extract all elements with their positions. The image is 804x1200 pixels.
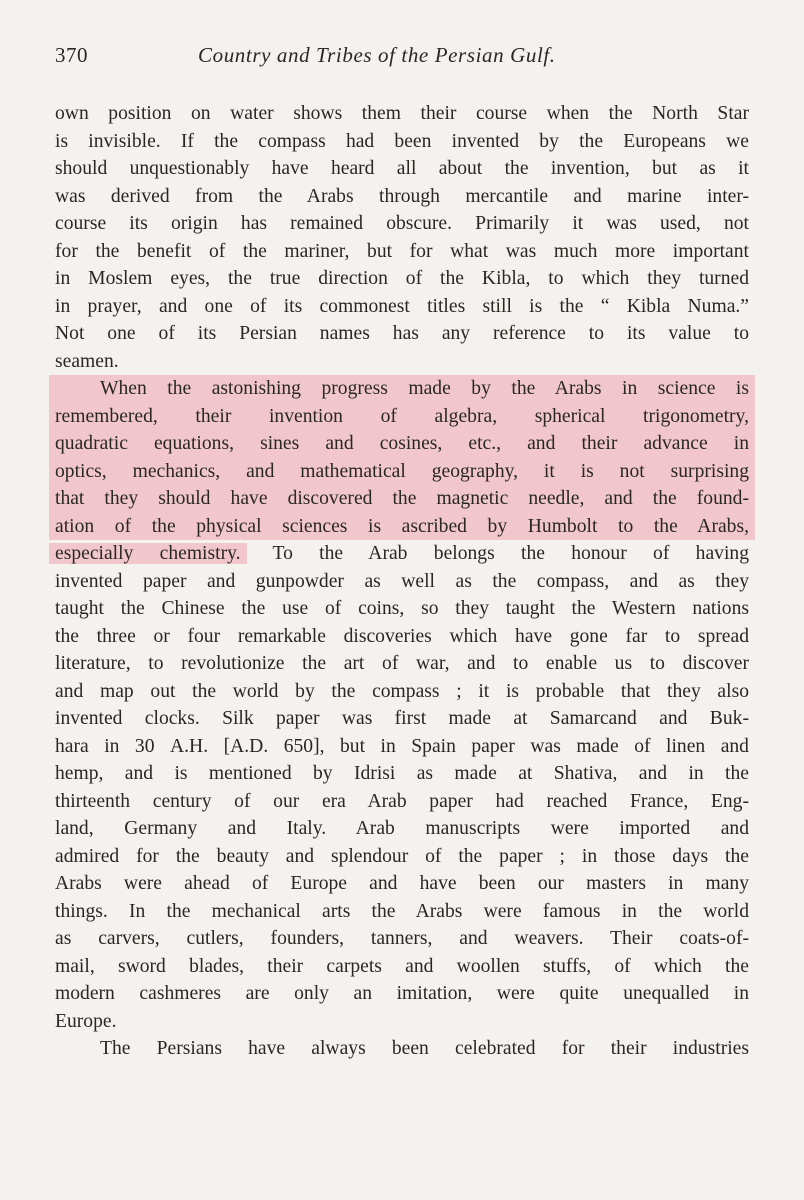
running-head	[55, 38, 749, 72]
highlighted-tail: especially chemistry.	[49, 543, 247, 564]
text-line: hemp, and is mentioned by Idrisi as made at Shativa, and in the	[55, 763, 749, 784]
text-line	[55, 733, 749, 761]
text-line: literature, to revolutionize the art of war, and to enable us to discover	[55, 653, 749, 674]
text-line	[55, 540, 749, 568]
text-fragment: 650], but in Spain paper was made of linen and	[268, 735, 749, 757]
era-abbreviation: A.H.	[170, 735, 209, 757]
highlighted-line: When the astonishing progress made by the Arabs in science is	[100, 378, 749, 399]
era-abbreviation: A.D.	[230, 735, 269, 757]
text-line: admired for the beauty and splendour of the paper ; in those days the	[55, 845, 749, 867]
book-page	[55, 38, 749, 1063]
text-line: for the benefit of the mariner, but for what was much more important	[55, 240, 749, 262]
page-number: 370	[55, 43, 88, 67]
text-line: course its origin has remained obscure. Primarily it was used, not	[55, 213, 749, 234]
text-line: invented clocks. Silk paper was first made at Samarcand and Buk-	[55, 708, 749, 729]
text-line: and map out the world by the compass ; it is probable that they also	[55, 680, 749, 702]
running-title: Country and Tribes of the Persian Gulf.	[198, 43, 556, 67]
text-line: as carvers, cutlers, founders, tanners, and weavers. Their coats-of-	[55, 928, 749, 949]
body-text	[55, 100, 749, 1063]
text-line: thirteenth century of our era Arab paper had reached France, Eng-	[55, 790, 749, 812]
text-line: was derived from the Arabs through mercantile and marine inter-	[55, 185, 749, 207]
text-line: in Moslem eyes, the true direction of the Kibla, to which they turned	[55, 268, 749, 289]
text-line: the three or four remarkable discoveries which have gone far to spread	[55, 625, 749, 647]
paragraph-compass	[55, 100, 749, 375]
paragraph-persian-industries	[55, 1035, 749, 1063]
text-line: modern cashmeres are only an imitation, were quite unequalled in	[55, 983, 749, 1004]
text-line: Not one of its Persian names has any reference to its value to	[55, 323, 749, 344]
highlighted-line: remembered, their invention of algebra, spherical trigonometry,	[55, 405, 749, 427]
text-line: seamen.	[55, 350, 119, 372]
text-line: invented paper and gunpowder as well as the compass, and as they	[55, 570, 749, 592]
text-fragment: hara in 30	[55, 735, 170, 757]
text-line: in prayer, and one of its commonest titles still is the “ Kibla Numa.”	[55, 295, 749, 317]
highlighted-line: optics, mechanics, and mathematical geography, it is not surprising	[55, 460, 749, 482]
paragraph-arab-science	[55, 375, 749, 1035]
text-line: land, Germany and Italy. Arab manuscripts were imported and	[55, 818, 749, 839]
text-fragment: [	[208, 735, 231, 757]
text-line: The Persians have always been celebrated for their industries	[100, 1038, 749, 1059]
text-line: Europe.	[55, 1010, 117, 1032]
text-line: own position on water shows them their course when the North Star	[55, 103, 749, 124]
highlighted-passage	[49, 375, 755, 540]
text-line: things. In the mechanical arts the Arabs were famous in the world	[55, 900, 749, 922]
text-line: taught the Chinese the use of coins, so they taught the Western nations	[55, 598, 749, 619]
highlighted-line: quadratic equations, sines and cosines, etc., and their advance in	[55, 433, 749, 454]
text-line: Arabs were ahead of Europe and have been our masters in many	[55, 873, 749, 894]
highlighted-line: ation of the physical sciences is ascribed by Humbolt to the Arabs,	[55, 515, 749, 537]
text-line: mail, sword blades, their carpets and woollen stuffs, of which the	[55, 955, 749, 977]
text-fragment: To the Arab belongs the honour of having	[246, 543, 749, 564]
highlighted-line: that they should have discovered the magnetic needle, and the found-	[55, 488, 749, 509]
text-line: should unquestionably have heard all about the invention, but as it	[55, 158, 749, 179]
text-line: is invisible. If the compass had been invented by the Europeans we	[55, 130, 749, 152]
